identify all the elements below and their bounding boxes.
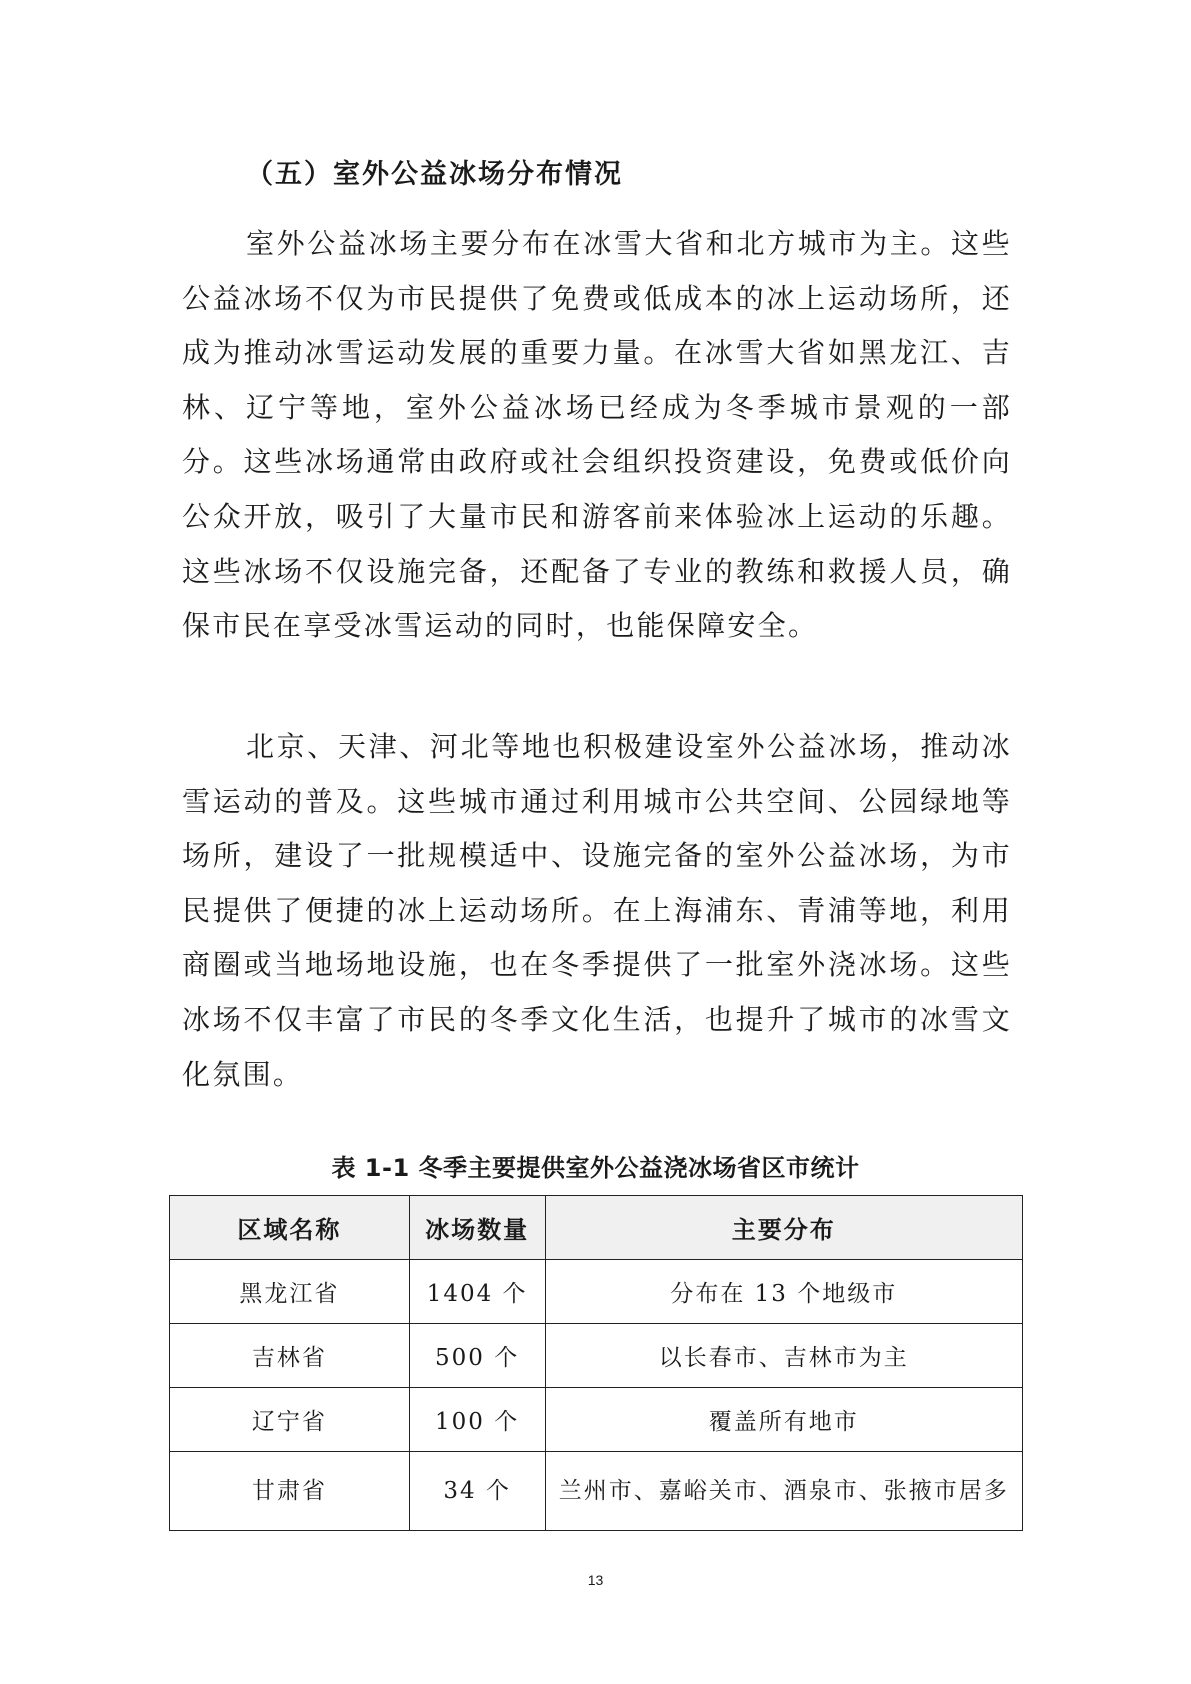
- table-row: [170, 1452, 1023, 1531]
- page-number: 13: [587, 1572, 604, 1588]
- cell-distribution: 以长春市、吉林市为主: [545, 1324, 1022, 1388]
- header-rink-count: 冰场数量: [409, 1196, 545, 1260]
- table-row: [170, 1260, 1023, 1324]
- cell-distribution: 覆盖所有地市: [545, 1388, 1022, 1452]
- cell-distribution: 兰州市、嘉峪关市、酒泉市、张掖市居多: [545, 1452, 1022, 1531]
- header-region: 区域名称: [170, 1196, 410, 1260]
- table-header-row: [170, 1196, 1023, 1260]
- header-distribution: 主要分布: [545, 1196, 1022, 1260]
- cell-rink-count: 500 个: [409, 1324, 545, 1388]
- cell-region: 吉林省: [170, 1324, 410, 1388]
- cell-rink-count: 100 个: [409, 1388, 545, 1452]
- cell-rink-count: 1404 个: [409, 1260, 545, 1324]
- cell-region: 辽宁省: [170, 1388, 410, 1452]
- cell-region: 黑龙江省: [170, 1260, 410, 1324]
- ice-rink-statistics-table: [169, 1195, 1023, 1531]
- body-paragraph-2: 北京、天津、河北等地也积极建设室外公益冰场，推动冰雪运动的普及。这些城市通过利用城市公共空间、公园绿地等场所，建设了一批规模适中、设施完备的室外公益冰场，为市民提供了便捷的冰上运动场所。在上海浦东、青浦等地，利用商圈或当地场地设施，也在冬季提供了一批室外浇冰场。这些冰场不仅丰富了市民的冬季文化生活，也提升了城市的冰雪文化氛围。: [182, 730, 1012, 1091]
- table-row: [170, 1388, 1023, 1452]
- cell-rink-count: 34 个: [409, 1452, 545, 1531]
- cell-distribution: 分布在 13 个地级市: [545, 1260, 1022, 1324]
- section-heading: （五）室外公益冰场分布情况: [246, 159, 623, 190]
- table-row: [170, 1324, 1023, 1388]
- table-caption: 表 1-1 冬季主要提供室外公益浇冰场省区市统计: [331, 1154, 860, 1182]
- cell-region: 甘肃省: [170, 1452, 410, 1531]
- body-paragraph-1: 室外公益冰场主要分布在冰雪大省和北方城市为主。这些公益冰场不仅为市民提供了免费或低成本的冰上运动场所，还成为推动冰雪运动发展的重要力量。在冰雪大省如黑龙江、吉林、辽宁等地，室外公益冰场已经成为冬季城市景观的一部分。这些冰场通常由政府或社会组织投资建设，免费或低价向公众开放，吸引了大量市民和游客前来体验冰上运动的乐趣。这些冰场不仅设施完备，还配备了专业的教练和救援人员，确保市民在享受冰雪运动的同时，也能保障安全。: [182, 227, 1012, 643]
